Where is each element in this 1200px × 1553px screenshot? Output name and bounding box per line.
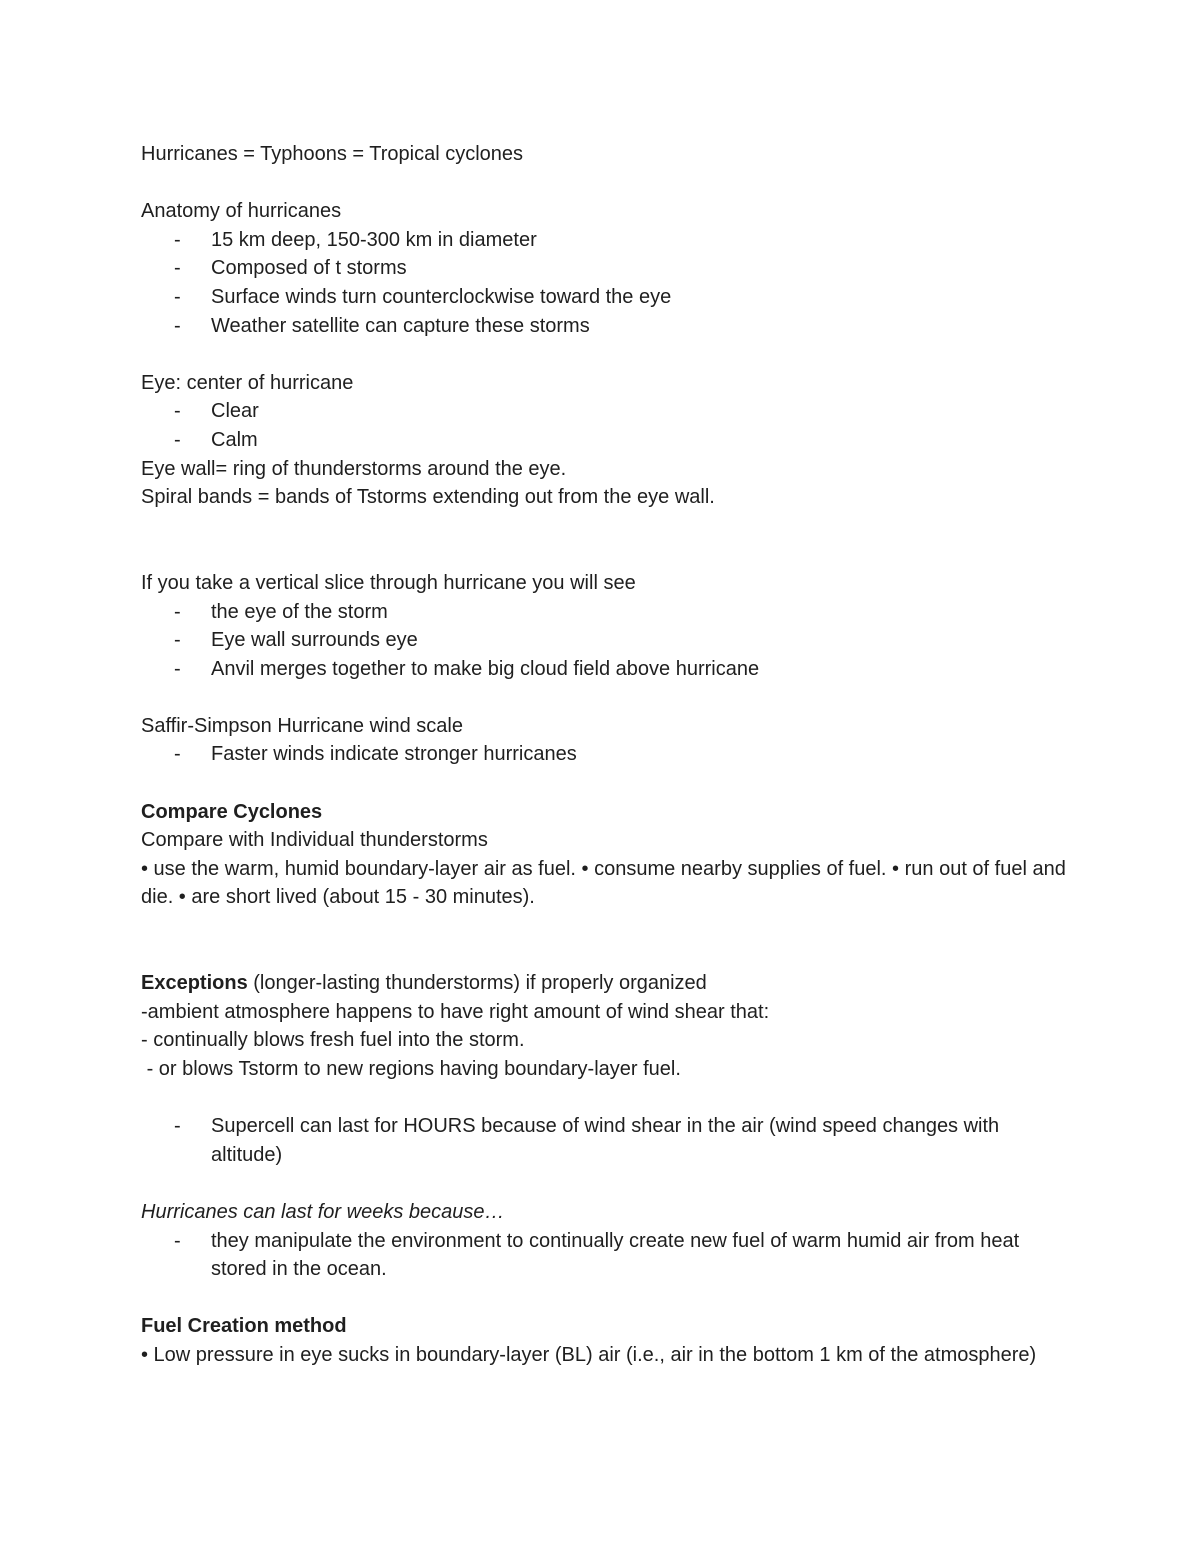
spacer — [141, 1084, 1071, 1113]
eye-heading: Eye: center of hurricane — [141, 371, 354, 394]
list-item — [141, 626, 1071, 655]
saffir-heading: Saffir-Simpson Hurricane wind scale — [141, 714, 463, 737]
list-item — [141, 312, 1071, 341]
spacer — [141, 769, 1071, 798]
dash-bullet: - — [174, 428, 181, 451]
slice-heading: If you take a vertical slice through hurricane you will see — [141, 571, 636, 594]
list-item-text: Calm — [211, 428, 258, 451]
title-line: Hurricanes = Typhoons = Tropical cyclones — [141, 143, 524, 165]
compare-line: Compare with Individual thunderstorms — [141, 829, 488, 852]
list-item — [141, 426, 1071, 455]
dash-bullet: - — [174, 400, 181, 423]
list-item — [141, 397, 1071, 426]
list-item — [141, 226, 1071, 255]
dash-bullet: - — [174, 1229, 181, 1252]
spacer — [141, 169, 1071, 198]
eye-wall-line: Eye wall= ring of thunderstorms around the eye. — [141, 457, 567, 480]
dash-bullet: - — [174, 629, 181, 652]
list-item-text: Clear — [211, 400, 259, 423]
list-item — [141, 655, 1071, 684]
list-item-text: Faster winds indicate stronger hurricanes — [211, 743, 577, 766]
dash-bullet: - — [174, 228, 181, 251]
anatomy-heading: Anatomy of hurricanes — [141, 200, 342, 223]
compare-heading: Compare Cyclones — [141, 800, 323, 823]
list-item-text: Composed of t storms — [211, 257, 407, 280]
exceptions-heading — [141, 969, 1071, 998]
exceptions-line: - or blows Tstorm to new regions having boundary-layer fuel. — [141, 1058, 681, 1080]
exceptions-heading-rest: (longer-lasting thunderstorms) if properly organized — [247, 972, 707, 995]
list-item-text: the eye of the storm — [211, 600, 388, 623]
spacer — [141, 512, 1071, 569]
fuel-paragraph: • Low pressure in eye sucks in boundary-layer (BL) air (i.e., air in the bottom 1 km of the atmosphere) — [141, 1343, 1037, 1366]
document-page — [141, 140, 1071, 1370]
list-item-text: 15 km deep, 150-300 km in diameter — [211, 228, 537, 251]
list-item — [141, 254, 1071, 283]
dash-bullet: - — [174, 657, 181, 680]
dash-bullet: - — [174, 600, 181, 623]
list-item-text: Anvil merges together to make big cloud field above hurricane — [211, 657, 760, 680]
dash-bullet: - — [174, 1115, 181, 1138]
fuel-heading: Fuel Creation method — [141, 1315, 347, 1338]
weeks-heading: Hurricanes can last for weeks because… — [141, 1200, 505, 1223]
dash-bullet: - — [174, 257, 181, 280]
list-item-text: Supercell can last for HOURS because of wind shear in the air (wind speed changes with altitude) — [211, 1115, 1000, 1166]
exceptions-line: -ambient atmosphere happens to have right amount of wind shear that: — [141, 1000, 770, 1023]
list-item-text: Eye wall surrounds eye — [211, 629, 418, 652]
dash-bullet: - — [174, 285, 181, 308]
list-item — [141, 740, 1071, 769]
exceptions-line: - continually blows fresh fuel into the storm. — [141, 1029, 525, 1052]
list-item — [141, 1112, 1071, 1169]
list-item-text: Surface winds turn counterclockwise toward the eye — [211, 285, 672, 308]
list-item — [141, 283, 1071, 312]
spacer — [141, 1284, 1071, 1313]
compare-paragraph: • use the warm, humid boundary-layer air as fuel. • consume nearby supplies of fuel. • run out of fuel and die. • are short lived (about 15 - 30 minutes). — [141, 857, 1066, 909]
list-item-text: they manipulate the environment to continually create new fuel of warm humid air from heat stored in the ocean. — [211, 1229, 1020, 1281]
dash-bullet: - — [174, 743, 181, 766]
dash-bullet: - — [174, 314, 181, 337]
exceptions-heading-bold: Exceptions — [141, 972, 248, 995]
spacer — [141, 1169, 1071, 1198]
spacer — [141, 912, 1071, 969]
list-item — [141, 598, 1071, 627]
list-item — [141, 1227, 1071, 1284]
spacer — [141, 683, 1071, 712]
list-item-text: Weather satellite can capture these storms — [211, 314, 590, 337]
spiral-bands-line: Spiral bands = bands of Tstorms extending out from the eye wall. — [141, 486, 715, 509]
spacer — [141, 340, 1071, 369]
